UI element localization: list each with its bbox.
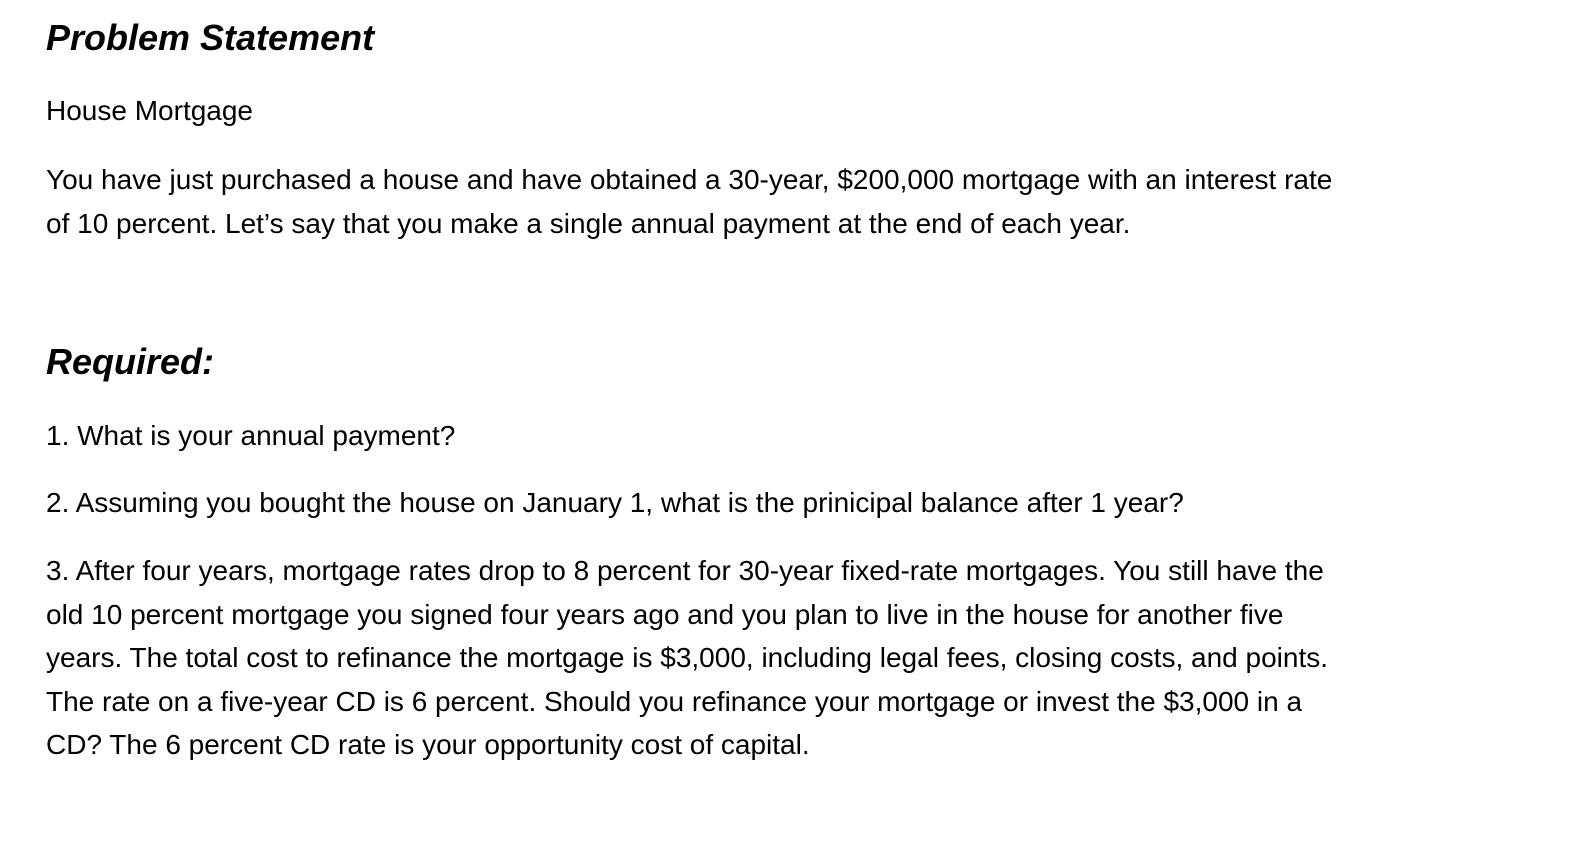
question-3	[46, 549, 1486, 767]
question-line: 1. What is your annual payment?	[46, 420, 456, 451]
question-line: CD? The 6 percent CD rate is your opportunity cost of capital.	[46, 729, 810, 760]
document-subtitle: House Mortgage	[46, 95, 254, 126]
question-line: The rate on a five-year CD is 6 percent. Should you refinance your mortgage or invest the $3,000 in a	[46, 685, 1303, 717]
intro-paragraph	[46, 158, 1486, 245]
problem-statement-heading: Problem Statement	[46, 17, 375, 58]
question-line: 3. After four years, mortgage rates drop to 8 percent for 30-year fixed-rate mortgages. You still have the	[46, 555, 1324, 586]
intro-line: of 10 percent. Let’s say that you make a single annual payment at the end of each year.	[46, 207, 1131, 239]
question-line: old 10 percent mortgage you signed four years ago and you plan to live in the house for another five	[46, 598, 1284, 630]
question-2	[46, 481, 1486, 525]
question-1	[46, 414, 1486, 458]
intro-line: You have just purchased a house and have obtained a 30-year, $200,000 mortgage with an interest rate	[46, 164, 1333, 195]
question-line: 2. Assuming you bought the house on January 1, what is the prinicipal balance after 1 year?	[46, 487, 1184, 518]
required-heading: Required:	[46, 341, 215, 382]
question-line: years. The total cost to refinance the mortgage is $3,000, including legal fees, closing costs, and points.	[46, 642, 1329, 673]
